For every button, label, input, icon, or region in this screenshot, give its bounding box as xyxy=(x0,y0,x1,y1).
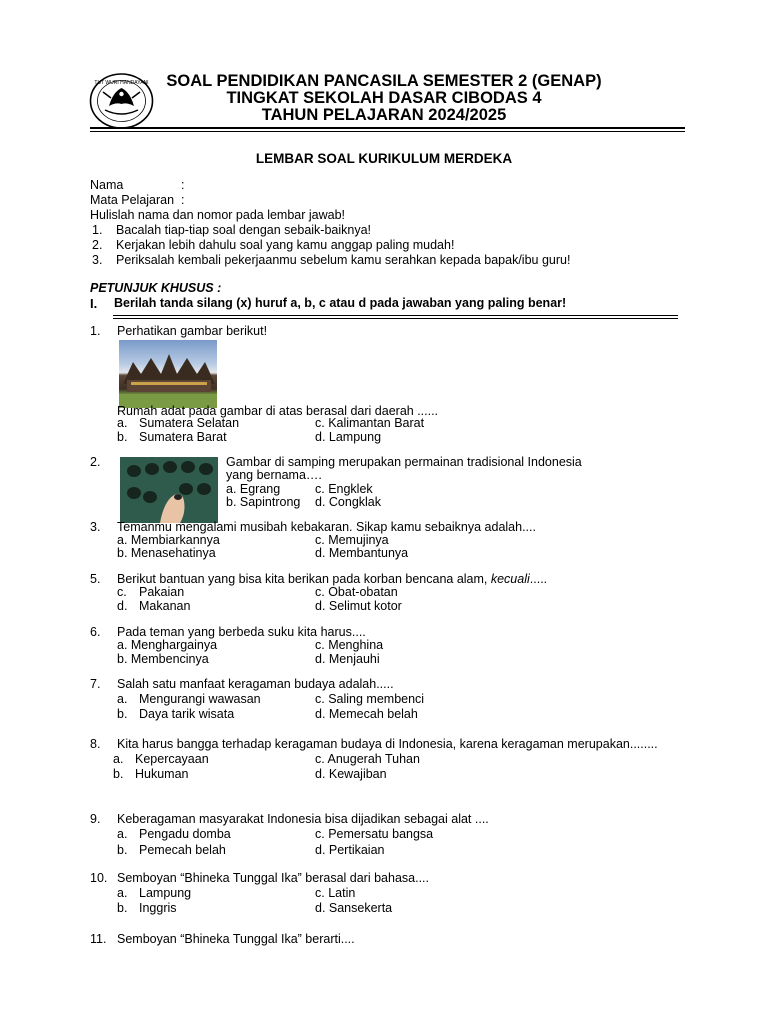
question-stem xyxy=(117,572,547,586)
rule-text: Periksalah kembali pekerjaanmu sebelum kamu serahkan kepada bapak/ibu guru! xyxy=(116,253,571,267)
option-letter: b. xyxy=(117,901,128,915)
option-text: Pengadu domba xyxy=(139,827,231,841)
section-instruction: Berilah tanda silang (x) huruf a, b, c atau d pada jawaban yang paling benar! xyxy=(114,296,567,310)
congklak-photo xyxy=(120,457,218,523)
rule-text: Kerjakan lebih dahulu soal yang kamu anggap paling mudah! xyxy=(116,238,455,252)
question-number: 7. xyxy=(90,677,101,691)
header-line-3: TAHUN PELAJARAN 2024/2025 xyxy=(261,106,507,124)
option-letter: a. xyxy=(113,752,124,766)
option-text: c. Saling membenci xyxy=(315,692,425,706)
option-letter: a. xyxy=(117,416,128,430)
question-number: 9. xyxy=(90,812,101,826)
option-text: c. Menghina xyxy=(315,638,384,652)
question-stem: Salah satu manfaat keragaman budaya adalah..... xyxy=(117,677,394,691)
rule-number: 1. xyxy=(92,223,103,237)
question-stem-continued: Rumah adat pada gambar di atas berasal dari daerah ...... xyxy=(117,404,439,418)
question-number: 5. xyxy=(90,572,101,586)
option-text: b. Menasehatinya xyxy=(117,546,216,560)
option-text: Inggris xyxy=(139,901,177,915)
nama-label: Nama xyxy=(90,178,124,192)
option-text: Pakaian xyxy=(139,585,185,599)
rumah-gadang-photo xyxy=(119,340,217,408)
option-text: b. Membencinya xyxy=(117,652,209,666)
option-text: c. Memujinya xyxy=(315,533,389,547)
option-text: Mengurangi wawasan xyxy=(139,692,261,706)
section-number: I. xyxy=(90,296,98,311)
question-number: 11. xyxy=(90,932,107,946)
option-text: Pemecah belah xyxy=(139,843,226,857)
option-text: Sumatera Barat xyxy=(139,430,227,444)
question-stem: Pada teman yang berbeda suku kita harus.... xyxy=(117,625,366,639)
option-text: c. Kalimantan Barat xyxy=(315,416,425,430)
option-text: c. Anugerah Tuhan xyxy=(315,752,420,766)
section-rule-2 xyxy=(113,318,678,319)
question-stem-italic: kecuali xyxy=(490,572,530,586)
header-rule-thin xyxy=(90,131,685,132)
question-number: 2. xyxy=(90,455,101,469)
question-stem-end: ..... xyxy=(529,572,548,586)
rule-number: 2. xyxy=(92,238,103,252)
section-rule-1 xyxy=(113,315,678,316)
option-text: c. Obat-obatan xyxy=(315,585,398,599)
question-number: 3. xyxy=(90,520,101,534)
option-text: d. Selimut kotor xyxy=(315,599,402,613)
option-text: d. Sansekerta xyxy=(315,901,393,915)
question-stem: Gambar di samping merupakan permainan tradisional Indonesia xyxy=(226,455,582,469)
option-text: d. Memecah belah xyxy=(315,707,418,721)
option-text: Daya tarik wisata xyxy=(139,707,235,721)
special-instruction-title: PETUNJUK KHUSUS : xyxy=(90,281,222,295)
option-text: d. Pertikaian xyxy=(315,843,385,857)
option-letter: b. xyxy=(117,430,128,444)
option-text: d. Membantunya xyxy=(315,546,409,560)
question-stem: Perhatikan gambar berikut! xyxy=(117,324,268,338)
general-instruction: Hulislah nama dan nomor pada lembar jawab! xyxy=(90,208,346,222)
option-text: c. Engklek xyxy=(315,482,373,496)
question-stem-text: Berikut bantuan yang bisa kita berikan pada korban bencana alam, xyxy=(117,572,491,586)
option-text: c. Latin xyxy=(315,886,356,900)
option-letter: a. xyxy=(117,886,128,900)
question-stem: Kita harus bangga terhadap keragaman budaya di Indonesia, karena keragaman merupakan........ xyxy=(117,737,658,751)
header-rule-thick xyxy=(90,127,685,129)
option-text: b. Sapintrong xyxy=(226,495,301,509)
svg-text:TUT WURI HANDAYANI: TUT WURI HANDAYANI xyxy=(94,80,149,86)
option-text: Makanan xyxy=(139,599,191,613)
option-letter: a. xyxy=(117,827,128,841)
mapel-label: Mata Pelajaran xyxy=(90,193,175,207)
question-stem: Semboyan “Bhineka Tunggal Ika” berasal dari bahasa.... xyxy=(117,871,429,885)
mapel-colon: : xyxy=(181,193,185,207)
option-text: d. Kewajiban xyxy=(315,767,387,781)
question-stem: Semboyan “Bhineka Tunggal Ika” berarti.... xyxy=(117,932,355,946)
option-text: a. Membiarkannya xyxy=(117,533,220,547)
rule-number: 3. xyxy=(92,253,103,267)
header-line-2: TINGKAT SEKOLAH DASAR CIBODAS 4 xyxy=(226,89,542,107)
option-text: d. Menjauhi xyxy=(315,652,380,666)
rule-text: Bacalah tiap-tiap soal dengan sebaik-baiknya! xyxy=(116,223,372,237)
option-text: Sumatera Selatan xyxy=(139,416,240,430)
option-letter: d. xyxy=(117,599,128,613)
question-number: 10. xyxy=(90,871,108,885)
header-line-1: SOAL PENDIDIKAN PANCASILA SEMESTER 2 (GENAP) xyxy=(166,72,602,90)
option-letter: b. xyxy=(117,843,128,857)
document-subtitle: LEMBAR SOAL KURIKULUM MERDEKA xyxy=(255,151,513,166)
option-text: Lampung xyxy=(139,886,192,900)
question-stem-continued: yang bernama…. xyxy=(226,468,322,482)
question-number: 1. xyxy=(90,324,101,338)
nama-colon: : xyxy=(181,178,185,192)
option-letter: b. xyxy=(117,707,128,721)
option-text: a. Egrang xyxy=(226,482,281,496)
option-letter: a. xyxy=(117,692,128,706)
question-stem: Temanmu mengalami musibah kebakaran. Sikap kamu sebaiknya adalah.... xyxy=(117,520,536,534)
option-text: d. Congklak xyxy=(315,495,382,509)
option-text: d. Lampung xyxy=(315,430,382,444)
option-text: a. Menghargainya xyxy=(117,638,218,652)
question-stem: Keberagaman masyarakat Indonesia bisa dijadikan sebagai alat .... xyxy=(117,812,489,826)
question-number: 8. xyxy=(90,737,101,751)
option-text: Hukuman xyxy=(135,767,189,781)
question-number: 6. xyxy=(90,625,101,639)
option-text: Kepercayaan xyxy=(135,752,209,766)
option-text: c. Pemersatu bangsa xyxy=(315,827,434,841)
option-letter: b. xyxy=(113,767,124,781)
option-letter: c. xyxy=(117,585,127,599)
